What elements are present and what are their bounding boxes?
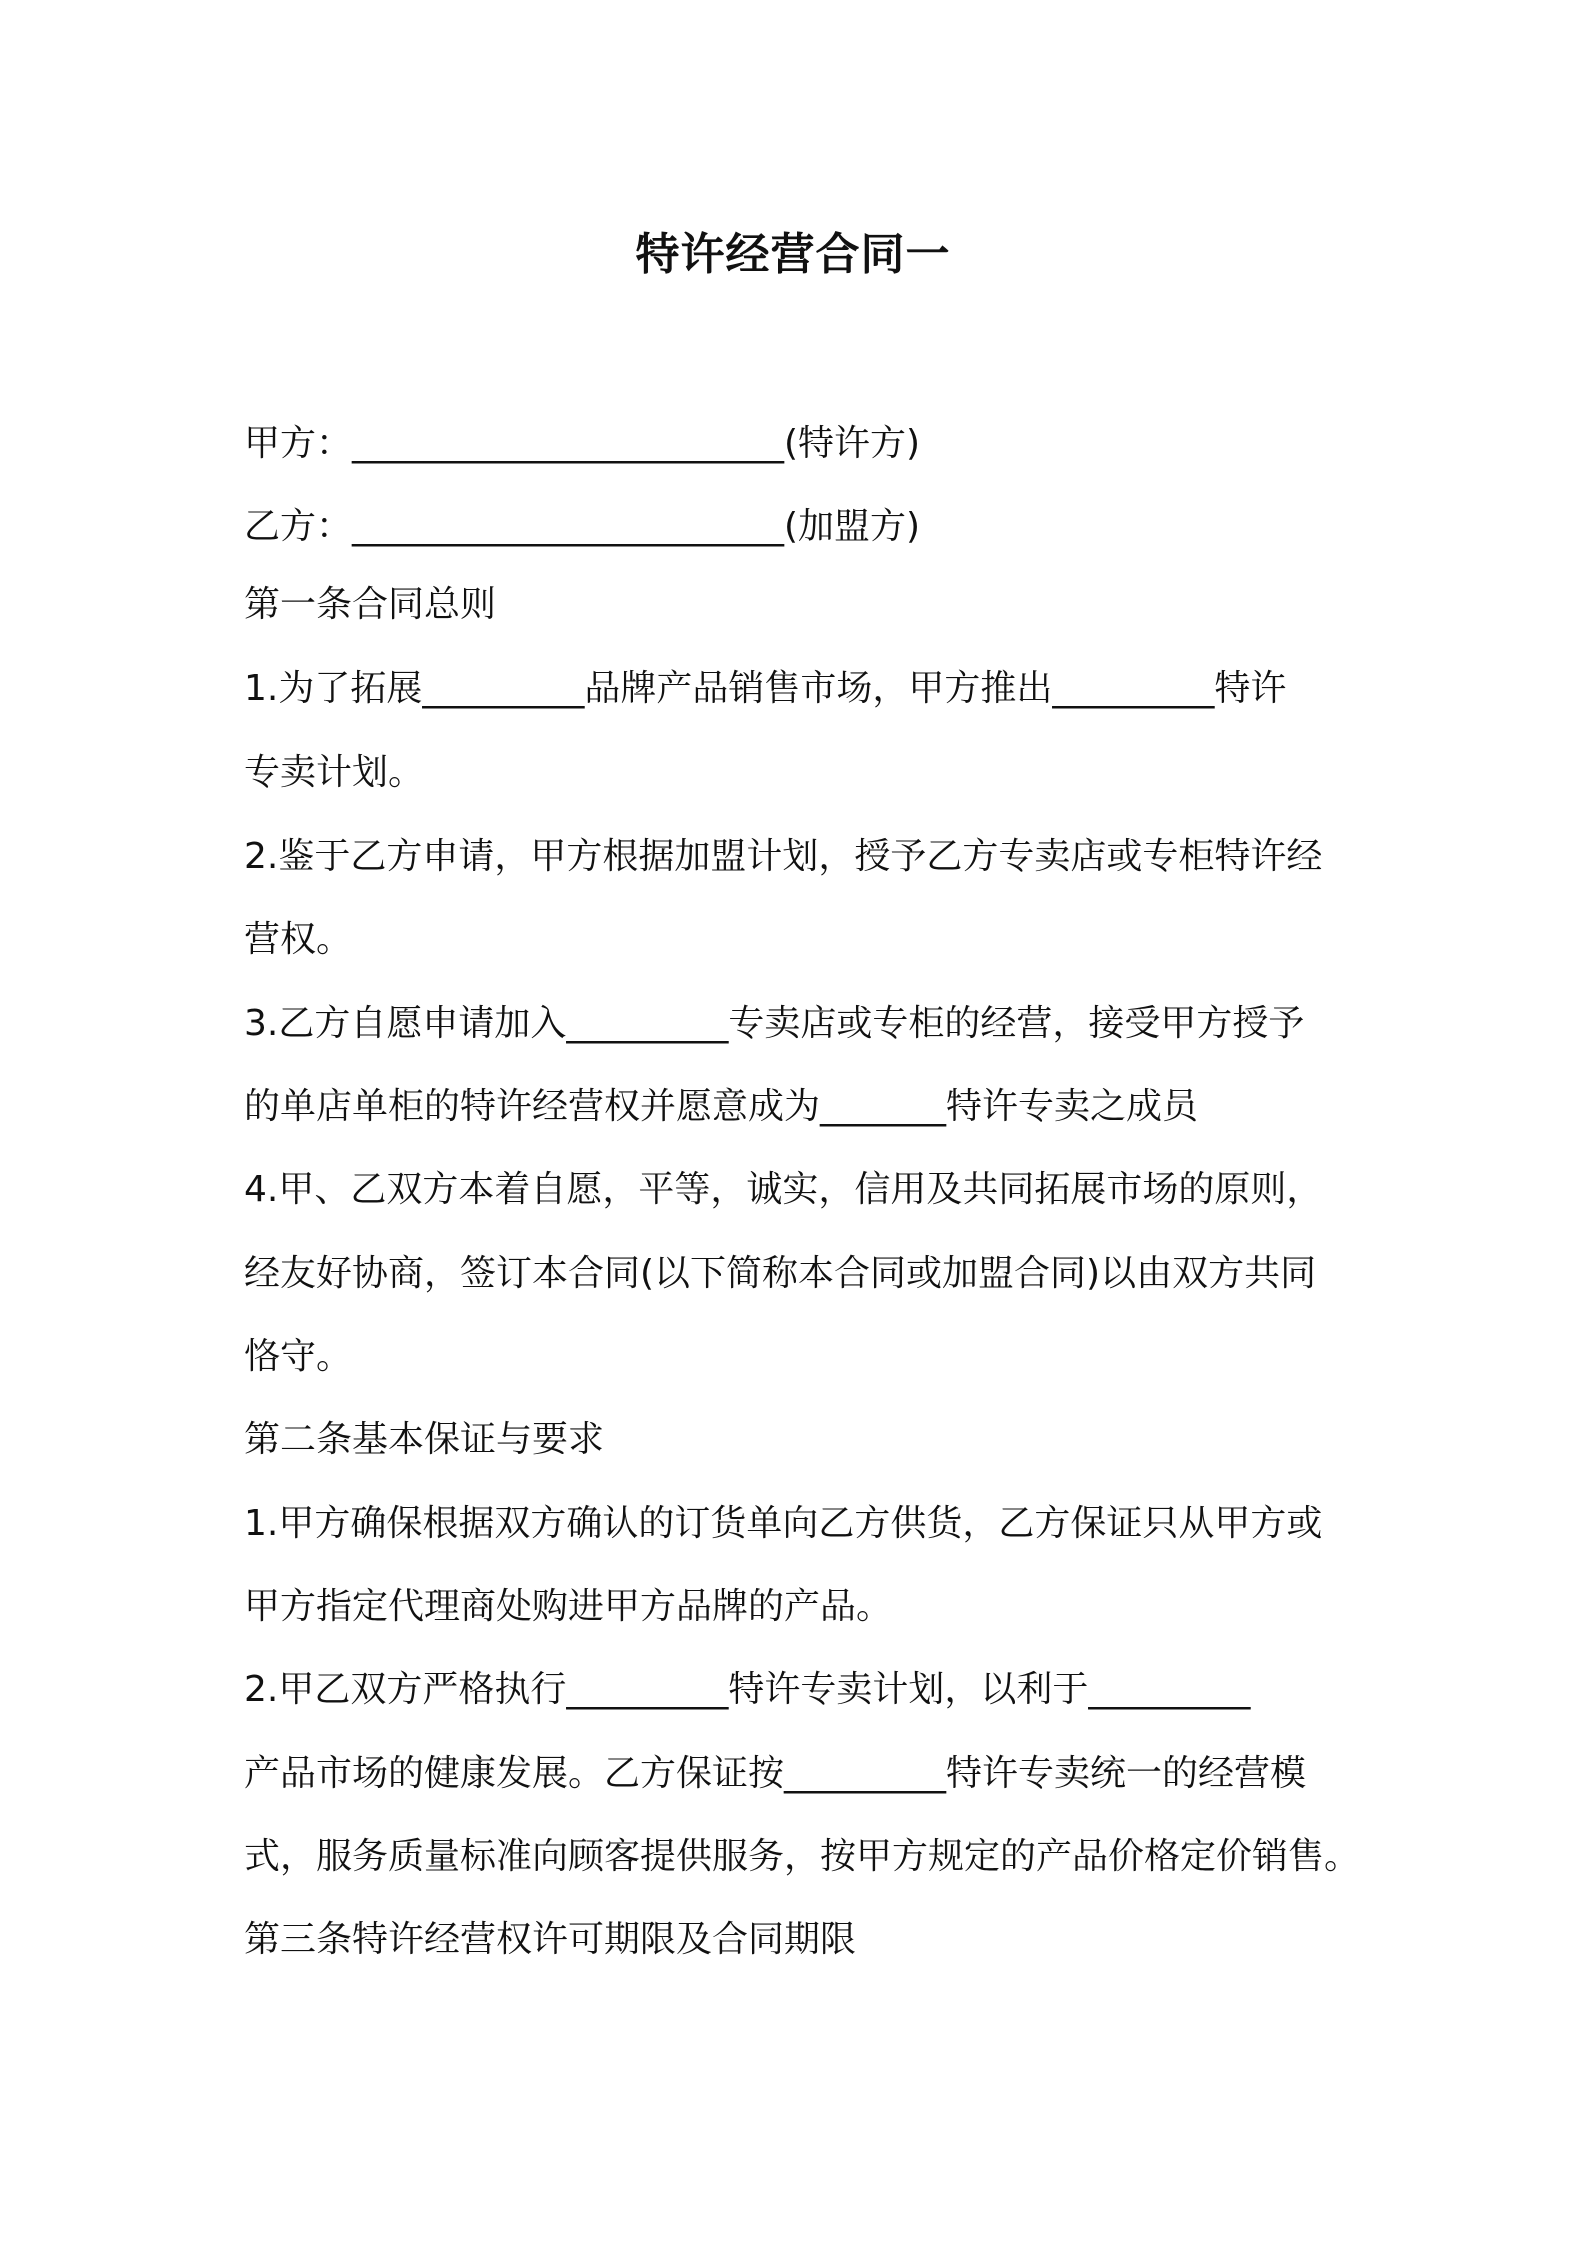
article-3-heading: 第三条特许经营权许可期限及合同期限 bbox=[244, 1919, 857, 1960]
article-1-clause-2-line-1: 2.鉴于乙方申请，甲方根据加盟计划，授予乙方专卖店或专柜特许经 bbox=[244, 836, 1323, 877]
article-1-clause-4-line-1: 4.甲、乙双方本着自愿，平等，诚实，信用及共同拓展市场的原则， bbox=[244, 1169, 1323, 1210]
article-2-clause-2-line-2: 产品市场的健康发展。乙方保证按_________特许专卖统一的经营模 bbox=[244, 1753, 1307, 1794]
article-2-clause-2-line-1: 2.甲乙双方严格执行_________特许专卖计划，以利于_________ bbox=[244, 1669, 1251, 1710]
article-2-clause-1-line-1: 1.甲方确保根据双方确认的订货单向乙方供货，乙方保证只从甲方或 bbox=[244, 1503, 1323, 1544]
article-2-clause-2-line-3: 式，服务质量标准向顾客提供服务，按甲方规定的产品价格定价销售。 bbox=[244, 1836, 1361, 1877]
article-2-clause-1-line-2: 甲方指定代理商处购进甲方品牌的产品。 bbox=[244, 1586, 893, 1627]
document-title: 特许经营合同一 bbox=[635, 229, 951, 280]
article-1-clause-2-line-2: 营权。 bbox=[244, 919, 353, 960]
article-1-clause-4-line-3: 恪守。 bbox=[244, 1336, 353, 1377]
article-1-clause-3-line-2: 的单店单柜的特许经营权并愿意成为_______特许专卖之成员 bbox=[244, 1086, 1199, 1127]
party-b-line: 乙方：________________________(加盟方) bbox=[244, 506, 921, 547]
article-2-heading: 第二条基本保证与要求 bbox=[244, 1419, 605, 1460]
article-1-clause-1-line-1: 1.为了拓展_________品牌产品销售市场，甲方推出_________特许 bbox=[244, 668, 1287, 709]
article-1-clause-4-line-2: 经友好协商，签订本合同(以下简称本合同或加盟合同)以由双方共同 bbox=[244, 1253, 1317, 1294]
article-1-heading: 第一条合同总则 bbox=[244, 584, 497, 625]
party-a-line: 甲方：________________________(特许方) bbox=[244, 423, 921, 464]
article-1-clause-1-line-2: 专卖计划。 bbox=[244, 752, 425, 793]
article-1-clause-3-line-1: 3.乙方自愿申请加入_________专卖店或专柜的经营，接受甲方授予 bbox=[244, 1003, 1305, 1044]
